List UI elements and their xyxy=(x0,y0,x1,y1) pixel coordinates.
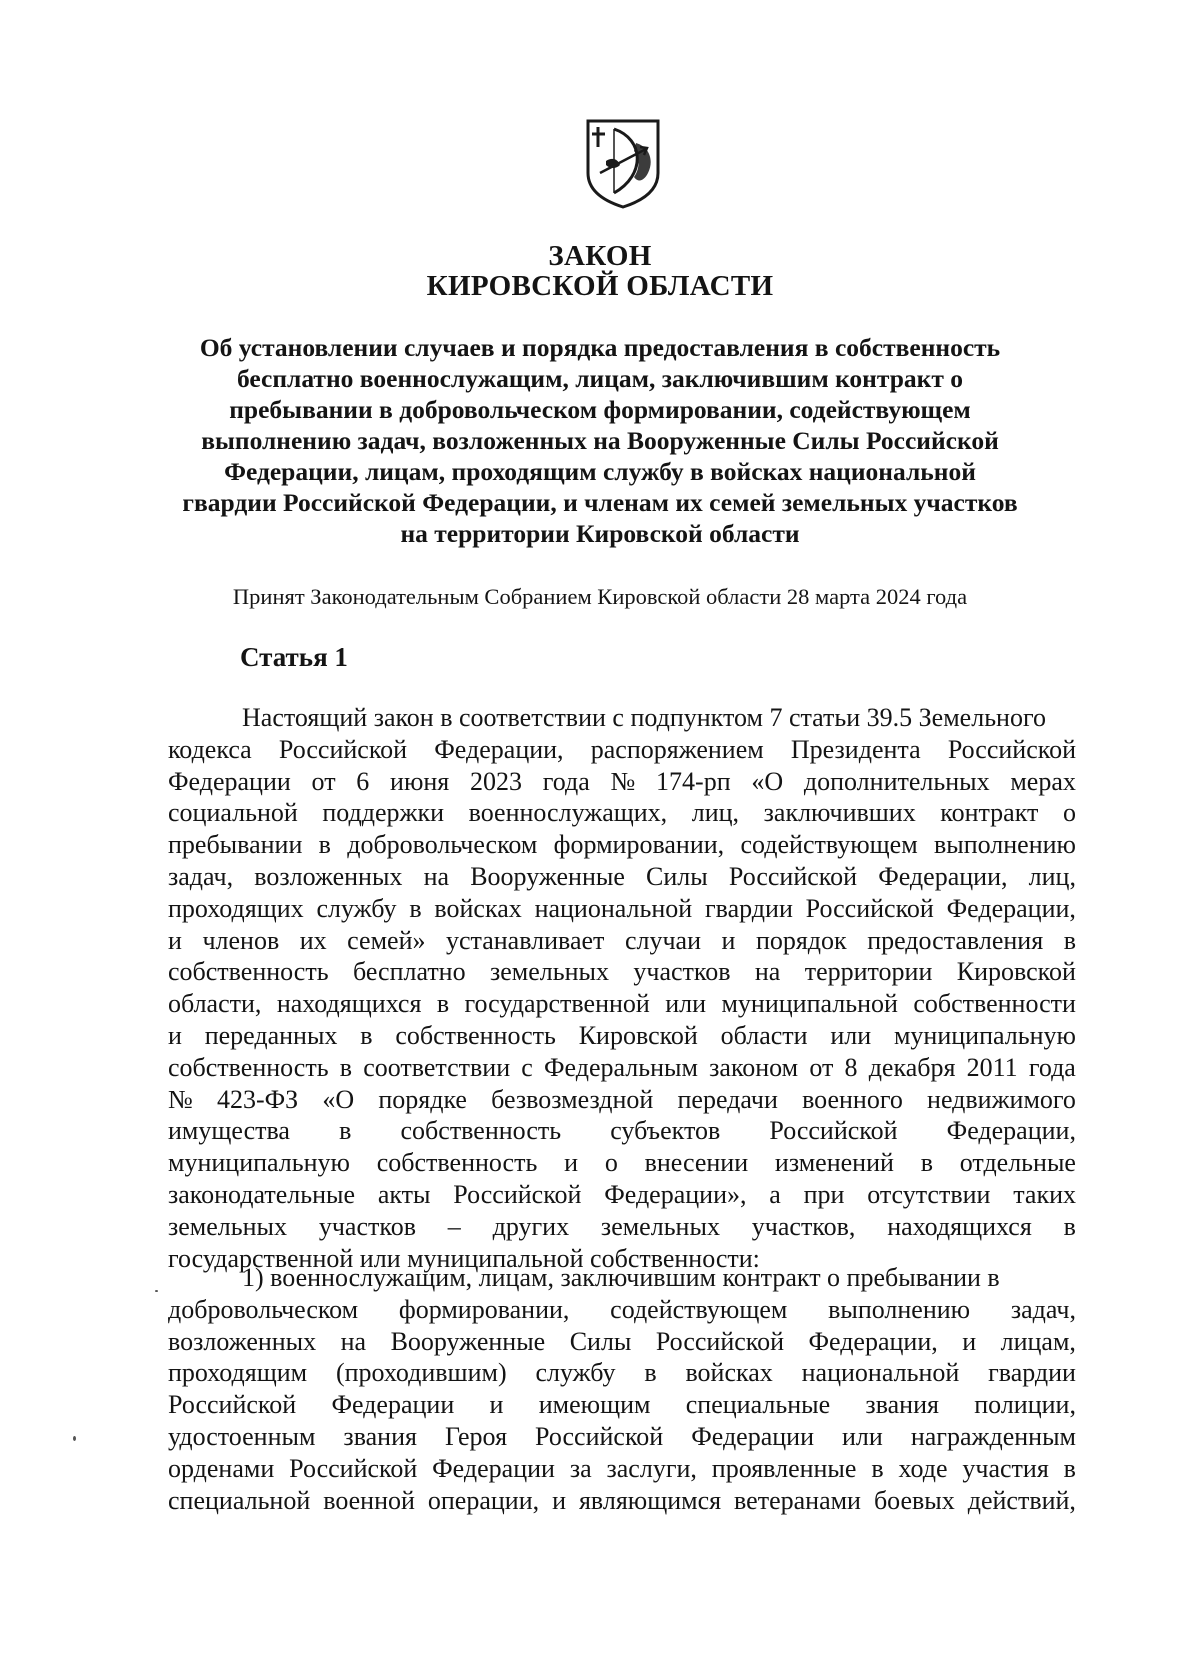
text-line: кодекса Российской Федерации, распоряжением Президента Российской xyxy=(168,734,1076,764)
law-title-line: выполнению задач, возложенных на Вооруженные Силы Российской xyxy=(201,426,999,455)
text-line: № 423-ФЗ «О порядке безвозмездной передачи военного недвижимого xyxy=(168,1084,1076,1114)
text-line: законодательные акты Российской Федерации», а при отсутствии таких xyxy=(168,1179,1076,1209)
text-line: Российской Федерации и имеющим специальные звания полиции, xyxy=(168,1390,1076,1420)
text-line: проходящих службу в войсках национальной гвардии Российской Федерации, xyxy=(168,893,1076,923)
article-heading: Статья 1 xyxy=(240,642,348,672)
text-line: пребывании в добровольческом формировании, содействующем выполнению xyxy=(168,830,1076,860)
article-paragraph xyxy=(168,702,1076,1274)
text-line: добровольческом формировании, содействующем выполнению задач, xyxy=(168,1294,1076,1324)
text-line: Федерации от 6 июня 2023 года № 174-рп «О дополнительных мерах xyxy=(168,766,1076,796)
scan-speck xyxy=(155,1290,158,1292)
text-line: проходящим (проходившим) службу в войсках национальной гвардии xyxy=(168,1358,1076,1388)
law-title-line: Об установлении случаев и порядка предоставления в собственность xyxy=(199,333,1001,362)
adoption-note: Принят Законодательным Собранием Кировской области 28 марта 2024 года xyxy=(232,584,968,609)
article-list-item xyxy=(168,1262,1076,1516)
text-line: собственность бесплатно земельных участков на территории Кировской xyxy=(168,957,1076,987)
law-title xyxy=(150,332,1050,549)
text-line: имущества в собственность субъектов Российской Федерации, xyxy=(168,1116,1076,1146)
text-line: земельных участков – других земельных участков, находящихся в xyxy=(168,1211,1076,1241)
law-type-heading: ЗАКОН xyxy=(548,240,652,272)
scan-speck xyxy=(73,1436,76,1441)
law-title-line: пребывании в добровольческом формировании, содействующем xyxy=(229,395,971,424)
text-line: и членов их семей» устанавливает случаи и порядок предоставления в xyxy=(168,925,1076,955)
text-line: специальной военной операции, и являющимся ветеранами боевых действий, xyxy=(168,1485,1076,1515)
text-line: 1) военнослужащим, лицам, заключившим контракт о пребывании в xyxy=(242,1263,1000,1292)
text-line: удостоенным звания Героя Российской Федерации или награжденным xyxy=(168,1421,1076,1451)
text-line: задач, возложенных на Вооруженные Силы Российской Федерации, лиц, xyxy=(168,861,1076,891)
text-line: возложенных на Вооруженные Силы Российской Федерации, и лицам, xyxy=(168,1326,1076,1356)
law-region-heading: КИРОВСКОЙ ОБЛАСТИ xyxy=(426,270,774,302)
text-line: социальной поддержки военнослужащих, лиц, заключивших контракт о xyxy=(168,798,1076,828)
text-line: области, находящихся в государственной или муниципальной собственности xyxy=(168,989,1076,1019)
law-title-line: бесплатно военнослужащим, лицам, заключившим контракт о xyxy=(236,364,963,393)
text-line: собственность в соответствии с Федеральным законом от 8 декабря 2011 года xyxy=(168,1052,1076,1082)
text-line: Настоящий закон в соответствии с подпунктом 7 статьи 39.5 Земельного xyxy=(242,703,1046,732)
text-line: и переданных в собственность Кировской области или муниципальную xyxy=(168,1020,1076,1050)
text-line: муниципальную собственность и о внесении изменений в отдельные xyxy=(168,1148,1076,1178)
law-title-line: гвардии Российской Федерации, и членам их семей земельных участков xyxy=(182,488,1018,517)
coat-of-arms-icon xyxy=(584,117,662,209)
law-title-line: Федерации, лицам, проходящим службу в войсках национальной xyxy=(224,457,976,486)
law-title-line: на территории Кировской области xyxy=(400,519,800,548)
text-line: государственной или муниципальной собственности: xyxy=(168,1243,760,1273)
text-line: орденами Российской Федерации за заслуги, проявленные в ходе участия в xyxy=(168,1453,1076,1483)
